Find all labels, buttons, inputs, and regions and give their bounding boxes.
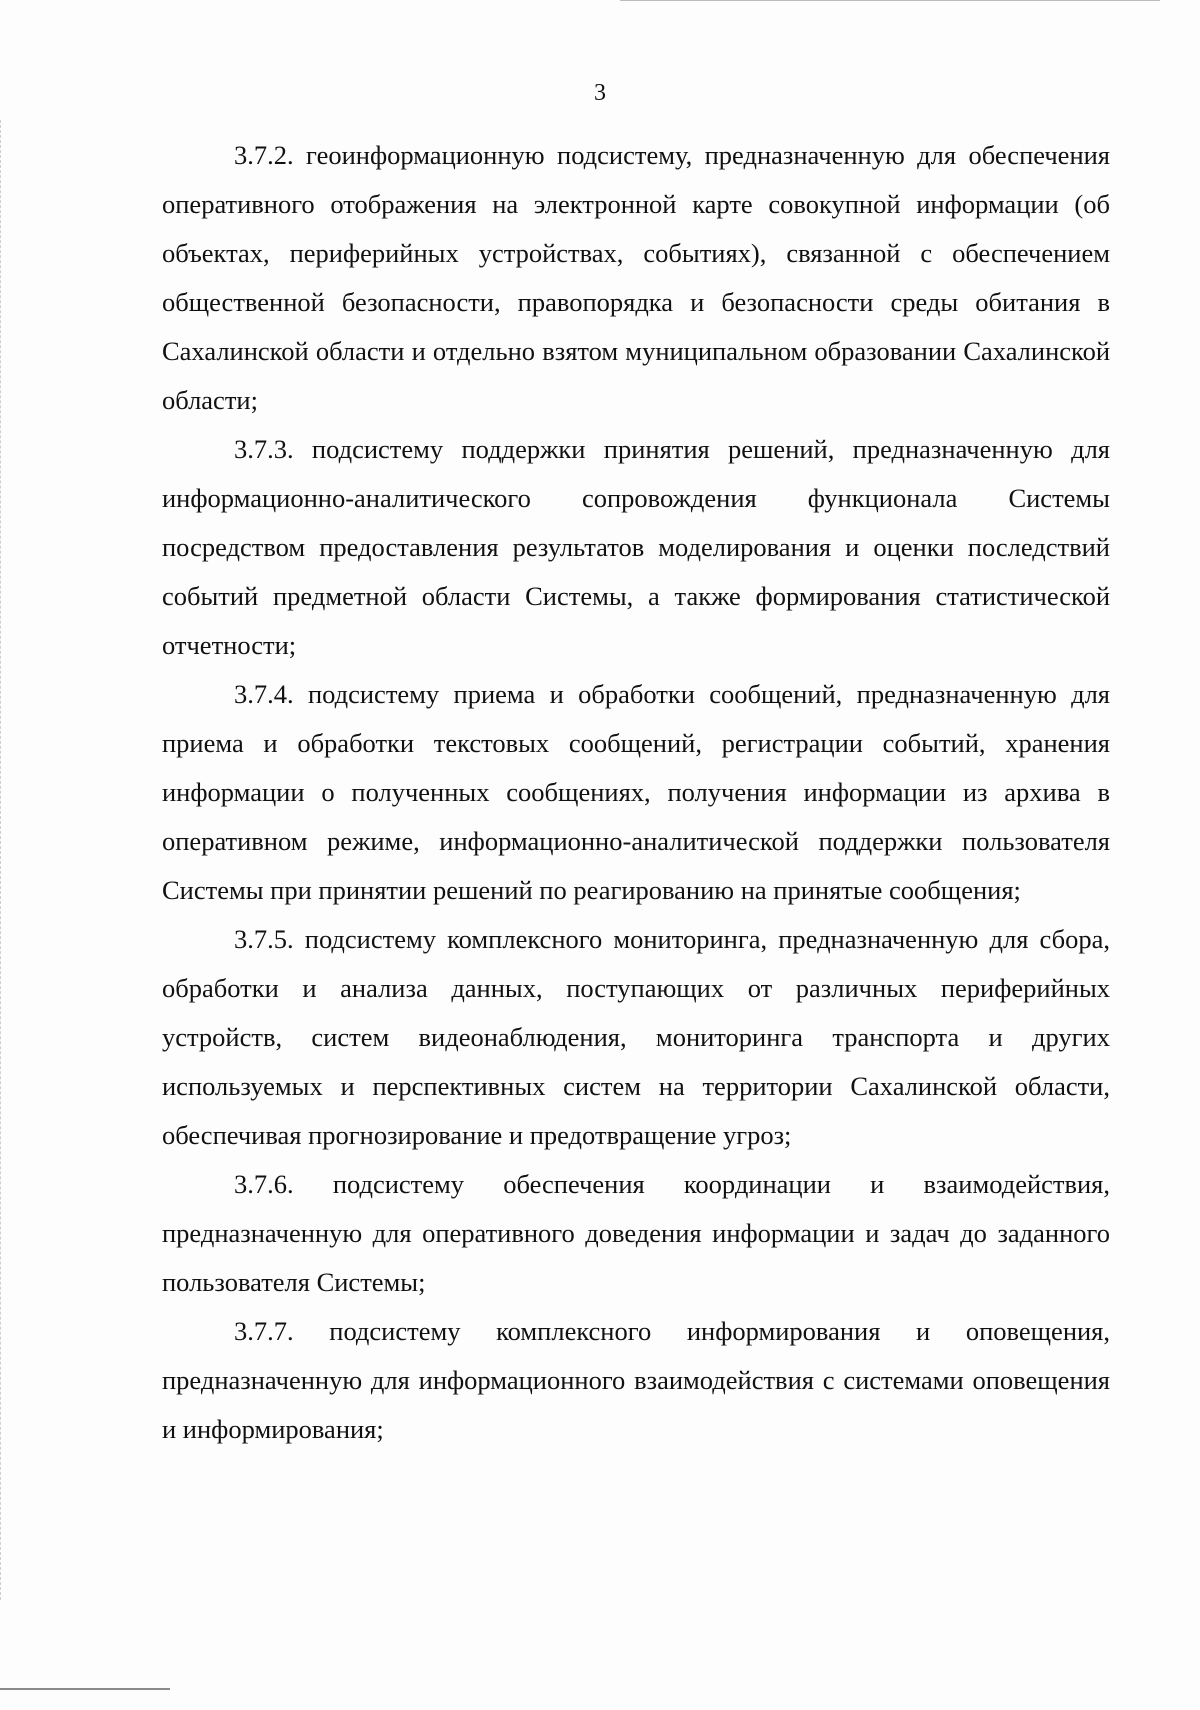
- scan-edge-left: [0, 120, 5, 1600]
- document-body: [162, 131, 1110, 1454]
- scan-edge-top: [620, 0, 1160, 1]
- paragraph-3-7-6: 3.7.6. подсистему обеспечения координации и взаимодействия, предназначенную для оперативного доведения информации и задач до заданного пользователя Системы;: [162, 1169, 1110, 1297]
- paragraph-3-7-2: 3.7.2. геоинформационную подсистему, предназначенную для обеспечения оперативного отображения на электронной карте совокупной информации (об объектах, периферийных устройствах, событиях), связанной с обеспечением общественной безопасности, правопорядка и безопасности среды обитания в Сахалинской области и отдельно взятом муниципальном образовании Сахалинской области;: [162, 140, 1110, 415]
- paragraph-3-7-4: 3.7.4. подсистему приема и обработки сообщений, предназначенную для приема и обработки текстовых сообщений, регистрации событий, хранения информации о полученных сообщениях, получения информации из архива в оперативном режиме, информационно-аналитической поддержки пользователя Системы при принятии решений по реагированию на принятые сообщения;: [162, 679, 1110, 905]
- paragraph-3-7-7: 3.7.7. подсистему комплексного информирования и оповещения, предназначенную для информационного взаимодействия с системами оповещения и информирования;: [162, 1316, 1110, 1444]
- scan-edge-bottom: [0, 1688, 170, 1690]
- page-number: 3: [594, 80, 606, 106]
- paragraph-3-7-3: 3.7.3. подсистему поддержки принятия решений, предназначенную для информационно-аналитического сопровождения функционала Системы посредством предоставления результатов моделирования и оценки последствий событий предметной области Системы, а также формирования статистической отчетности;: [162, 434, 1110, 660]
- paragraph-3-7-5: 3.7.5. подсистему комплексного мониторинга, предназначенную для сбора, обработки и анализа данных, поступающих от различных периферийных устройств, систем видеонаблюдения, мониторинга транспорта и других используемых и перспективных систем на территории Сахалинской области, обеспечивая прогнозирование и предотвращение угроз;: [162, 924, 1110, 1150]
